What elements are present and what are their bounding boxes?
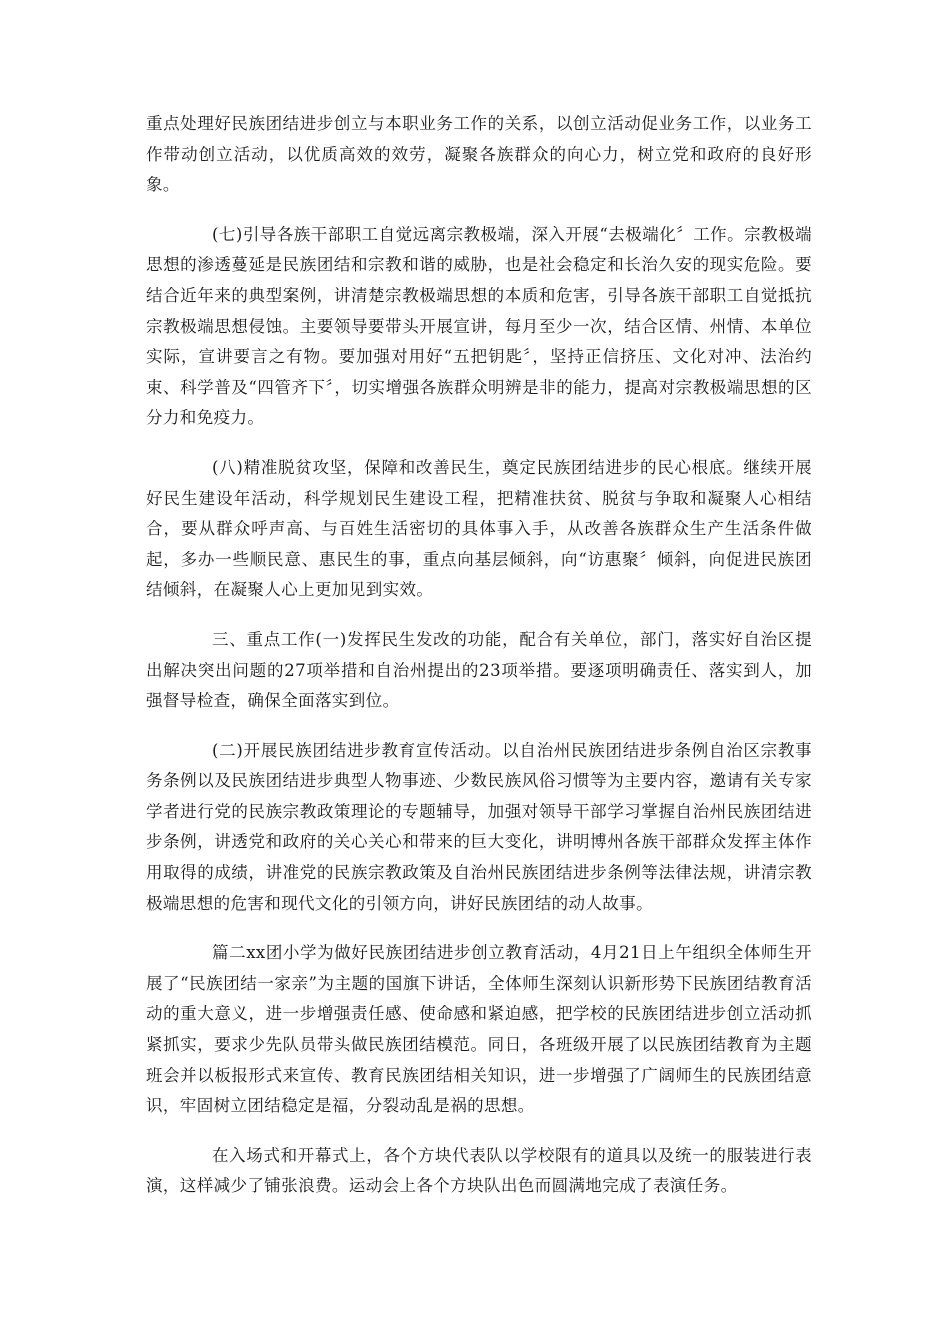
paragraph-7: 在入场式和开幕式上，各个方块代表队以学校限有的道具以及统一的服装进行表演，这样减少了铺张浪费。运动会上各个方块队出色而圆满地完成了表演任务。 xyxy=(146,1145,812,1196)
paragraph-2: (七)引导各族干部职工自觉远离宗教极端，深入开展“去极端化〞工作。宗教极端思想的渗透蔓延是民族团结和宗教和谐的威胁，也是社会稳定和长治久安的现实危险。要结合近年来的典型案例，讲清楚宗教极端思想的本质和危害，引导各族干部职工自觉抵抗宗教极端思想侵蚀。主要领导要带头开展宣讲，每月至少一次，结合区情、州情、本单位实际，宣讲要言之有物。要加强对用好“五把钥匙〞，坚持正信挤压、文化对冲、法治约束、科学普及“四管齐下〞，切实增强各族群众明辨是非的能力，提高对宗教极端思想的区分力和免疫力。 xyxy=(146,224,812,428)
paragraph-5: (二)开展民族团结进步教育宣传活动。以自治州民族团结进步条例自治区宗教事务条例以及民族团结进步典型人物事迹、少数民族风俗习惯等为主要内容，邀请有关专家学者进行党的民族宗教政策理论的专题辅导，加强对领导干部学习掌握自治州民族团结进步条例，讲透党和政府的关心关心和带来的巨大变化，讲明博州各族干部群众发挥主体作用取得的成绩，讲准党的民族宗教政策及自治州民族团结进步条例等法律法规，讲清宗教极端思想的危害和现代文化的引领方向，讲好民族团结的动人故事。 xyxy=(146,740,812,913)
paragraph-6: 篇二xx团小学为做好民族团结进步创立教育活动，4月21日上午组织全体师生开展了“民族团结一家亲”为主题的国旗下讲话，全体师生深刻认识新形势下民族团结教育活动的重大意义，进一步增强责任感、使命感和紧迫感，把学校的民族团结进步创立活动抓紧抓实，要求少先队员带头做民族团结模范。同日，各班级开展了以民族团结教育为主题班会并以板报形式来宣传、教育民族团结相关知识，进一步增强了广阔师生的民族团结意识，牢固树立团结稳定是福，分裂动乱是祸的思想。 xyxy=(146,943,812,1116)
document-body xyxy=(146,109,812,1221)
paragraph-3: (八)精准脱贫攻坚，保障和改善民生，奠定民族团结进步的民心根底。继续开展好民生建设年活动，科学规划民生建设工程，把精准扶贫、脱贫与争取和凝聚人心相结合，要从群众呼声高、与百姓生活密切的具体事入手，从改善各族群众生产生活条件做起，多办一些顺民意、惠民生的事，重点向基层倾斜，向“访惠聚〞倾斜，向促进民族团结倾斜，在凝聚人心上更加见到实效。 xyxy=(146,457,812,600)
paragraph-4: 三、重点工作(一)发挥民生发改的功能，配合有关单位，部门，落实好自治区提出解决突出问题的27项举措和自治州提出的23项举措。要逐项明确责任、落实到人，加强督导检查，确保全面落实到位。 xyxy=(146,629,812,711)
paragraph-1: 重点处理好民族团结进步创立与本职业务工作的关系，以创立活动促业务工作，以业务工作带动创立活动，以优质高效的效劳，凝聚各族群众的向心力，树立党和政府的良好形象。 xyxy=(146,114,812,195)
